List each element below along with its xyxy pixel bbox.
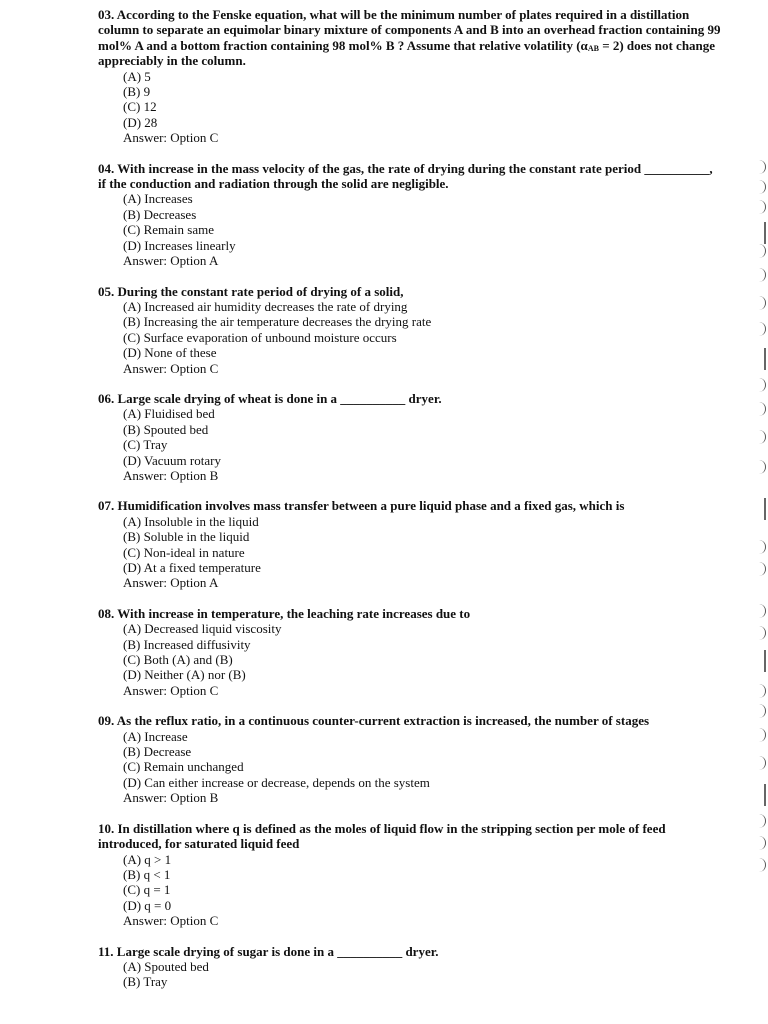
- option-item: (A) 5: [123, 68, 151, 84]
- edge-mark: [758, 814, 766, 828]
- question-number: 11.: [98, 943, 114, 959]
- options-list: [98, 729, 723, 806]
- question-text-part: Large scale drying of sugar is done in a __________ dryer.: [116, 943, 439, 959]
- edge-mark: [758, 836, 766, 850]
- question-text: [98, 284, 723, 299]
- option-item: (B) Increased diffusivity: [123, 636, 251, 652]
- question-text-part: With increase in the mass velocity of the gas, the rate of drying during the constant rate period __________, if the conduction and radiation through the solid are negligible.: [98, 160, 713, 192]
- options-list: [98, 69, 723, 146]
- question-text: [98, 944, 723, 959]
- question-number: 06.: [98, 390, 115, 406]
- options-list: [98, 621, 723, 698]
- edge-mark: [758, 268, 766, 282]
- question-block: [98, 7, 723, 146]
- question-number: 08.: [98, 605, 115, 621]
- question-text: [98, 498, 723, 513]
- edge-mark: [758, 540, 766, 554]
- option-item: (D) Vacuum rotary: [123, 452, 221, 468]
- option-item: (D) Can either increase or decrease, depends on the system: [123, 774, 430, 790]
- option-item: (C) Both (A) and (B): [123, 652, 233, 668]
- answer-line: Answer: Option B: [123, 790, 219, 806]
- question-text-part: According to the Fenske equation, what will be the minimum number of plates required in a distillation column to separate an equimolar binary mixture of components A and B into an overhead fraction containing 99 mol% A and a bottom fraction containing 98 mol% B ? Assume that relative volatility (α: [98, 7, 721, 53]
- answer-line: Answer: Option A: [123, 253, 219, 269]
- question-number: 04.: [98, 160, 115, 176]
- edge-mark: [758, 322, 766, 336]
- edge-mark: [758, 684, 766, 698]
- answer-line: Answer: Option C: [123, 682, 219, 698]
- edge-mark: [758, 402, 766, 416]
- question-block: [98, 391, 723, 483]
- edge-mark: [758, 562, 766, 576]
- edge-mark: [761, 784, 766, 806]
- edge-mark: [761, 498, 766, 520]
- edge-mark: [758, 756, 766, 770]
- option-item: (B) q < 1: [123, 866, 171, 882]
- option-item: (B) Increasing the air temperature decreases the drying rate: [123, 314, 432, 330]
- question-text-part: Humidification involves mass transfer between a pure liquid phase and a fixed gas, which is: [117, 498, 625, 514]
- answer-line: Answer: Option B: [123, 467, 219, 483]
- question-text-part: As the reflux ratio, in a continuous counter-current extraction is increased, the number of stages: [116, 713, 650, 729]
- edge-mark: [758, 296, 766, 310]
- option-item: (A) Increased air humidity decreases the rate of drying: [123, 298, 408, 314]
- option-item: (D) Neither (A) nor (B): [123, 667, 246, 683]
- question-text: [98, 7, 723, 69]
- question-number: 07.: [98, 498, 115, 514]
- question-block: [98, 161, 723, 269]
- question-text-part: = 2) does not change appreciably in the column.: [98, 37, 716, 69]
- edge-mark: [758, 626, 766, 640]
- question-text: [98, 713, 723, 728]
- edge-mark: [758, 728, 766, 742]
- answer-line: Answer: Option C: [123, 360, 219, 376]
- document-page: [98, 7, 723, 1005]
- option-item: (C) Tray: [123, 437, 168, 453]
- option-item: (C) Remain same: [123, 222, 214, 238]
- answer-line: Answer: Option C: [123, 130, 219, 146]
- question-text-part: Large scale drying of wheat is done in a __________ dryer.: [117, 390, 442, 406]
- option-item: (A) Fluidised bed: [123, 406, 215, 422]
- options-list: [98, 852, 723, 929]
- question-number: 03.: [98, 7, 115, 22]
- edge-mark: [761, 222, 766, 244]
- question-text-part: In distillation where q is defined as the moles of liquid flow in the stripping section per mole of feed introduced, for saturated liquid feed: [98, 820, 666, 852]
- options-list: [98, 191, 723, 268]
- question-text: [98, 391, 723, 406]
- option-item: (C) 12: [123, 99, 157, 115]
- edge-mark: [758, 160, 766, 174]
- option-item: (B) 9: [123, 84, 151, 100]
- edge-mark: [758, 200, 766, 214]
- option-item: (A) Insoluble in the liquid: [123, 513, 259, 529]
- question-text: [98, 606, 723, 621]
- option-item: (B) Spouted bed: [123, 421, 209, 437]
- option-item: (D) None of these: [123, 345, 217, 361]
- option-item: (A) Increase: [123, 728, 188, 744]
- options-list: [98, 299, 723, 376]
- edge-mark: [758, 378, 766, 392]
- option-item: (A) Spouted bed: [123, 958, 209, 974]
- adjacent-page-edge: [754, 0, 768, 1024]
- option-item: (B) Soluble in the liquid: [123, 529, 250, 545]
- options-list: [98, 514, 723, 591]
- question-number: 05.: [98, 283, 115, 299]
- option-item: (C) Remain unchanged: [123, 759, 244, 775]
- question-number: 10.: [98, 820, 115, 836]
- question-text-part: With increase in temperature, the leaching rate increases due to: [117, 605, 471, 621]
- option-item: (A) Decreased liquid viscosity: [123, 621, 282, 637]
- option-item: (B) Decreases: [123, 206, 197, 222]
- option-item: (B) Tray: [123, 974, 168, 990]
- question-text: [98, 161, 723, 192]
- option-item: (B) Decrease: [123, 744, 192, 760]
- question-block: [98, 284, 723, 376]
- option-item: (C) q = 1: [123, 882, 171, 898]
- option-item: (D) At a fixed temperature: [123, 560, 261, 575]
- edge-mark: [761, 650, 766, 672]
- question-block: [98, 944, 723, 990]
- option-item: (A) q > 1: [123, 851, 172, 867]
- edge-mark: [758, 430, 766, 444]
- edge-mark: [758, 460, 766, 474]
- question-block: [98, 713, 723, 805]
- option-item: (D) q = 0: [123, 897, 172, 913]
- edge-mark: [758, 244, 766, 258]
- edge-mark: [758, 704, 766, 718]
- option-item: (A) Increases: [123, 191, 193, 207]
- question-block: [98, 821, 723, 929]
- question-text-part: During the constant rate period of drying of a solid,: [117, 283, 404, 299]
- edge-mark: [758, 180, 766, 194]
- question-text: [98, 821, 723, 852]
- answer-line: Answer: Option C: [123, 913, 219, 929]
- options-list: [98, 959, 723, 990]
- edge-mark: [758, 604, 766, 618]
- option-item: (C) Surface evaporation of unbound moisture occurs: [123, 329, 397, 345]
- question-number: 09.: [98, 713, 115, 729]
- options-list: [98, 406, 723, 483]
- edge-mark: [761, 348, 766, 370]
- option-item: (D) 28: [123, 114, 158, 130]
- question-block: [98, 498, 723, 590]
- alpha-subscript: AB: [587, 43, 599, 53]
- answer-line: Answer: Option A: [123, 575, 219, 591]
- edge-mark: [758, 858, 766, 872]
- question-block: [98, 606, 723, 698]
- option-item: (D) Increases linearly: [123, 237, 236, 253]
- option-item: (C) Non-ideal in nature: [123, 544, 245, 560]
